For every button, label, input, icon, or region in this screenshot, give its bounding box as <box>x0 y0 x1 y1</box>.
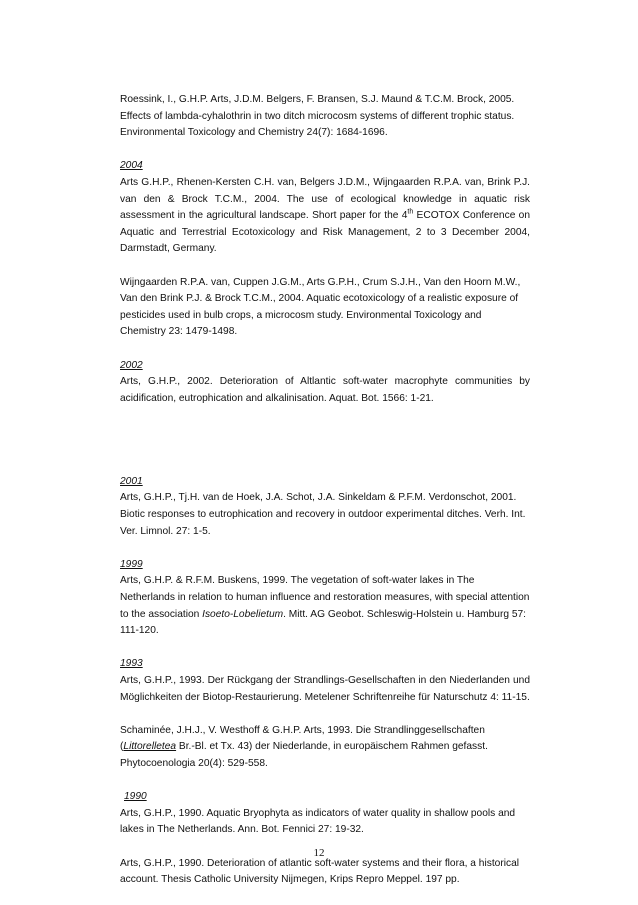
reference-arts-1990-thesis: Arts, G.H.P., 1990. Deterioration of atlantic soft-water systems and their flora, a historical account. Thesis Catholic University Nijmegen, Krips Repro Meppel. 197 pp. <box>120 857 519 886</box>
page-number: 12 <box>313 847 325 859</box>
year-heading-2002: 2002 <box>120 359 143 371</box>
reference-arts-2004: Arts G.H.P., Rhenen-Kersten C.H. van, Belgers J.D.M., Wijngaarden R.P.A. van, Brink P.J. van den & Brock T.C.M., 2004. The use of ecological knowledge in aquatic risk assessment in the agricultural landscape. Short paper for the 4th ECOTOX Conference on Aquatic and Terrestrial Ecotoxicology and Risk Management, 2 to 3 December 2004, Darmstadt, Germany. <box>120 176 530 255</box>
reference-arts-2001: Arts, G.H.P., Tj.H. van de Hoek, J.A. Schot, J.A. Sinkeldam & P.F.M. Verdonschot, 2001. Biotic responses to eutrophication and recovery in outdoor experimental ditches. Verh. Int. Ver. Limnol. 27: 1-5. <box>120 492 526 537</box>
year-heading-1999: 1999 <box>120 558 143 570</box>
reference-roessink-2005: Roessink, I., G.H.P. Arts, J.D.M. Belgers, F. Bransen, S.J. Maund & T.C.M. Brock, 2005. Effects of lambda-cyhalothrin in two ditch microcosm systems of different trophic status. Environmental Toxicology and Chemistry 24(7): 1684-1696. <box>120 94 515 139</box>
year-heading-2001: 2001 <box>120 475 143 487</box>
blank-gap <box>120 424 530 474</box>
reference-arts-1993: Arts, G.H.P., 1993. Der Rückgang der Strandlings-Gesellschaften in den Niederlanden und Möglichkeiten der Biotop-Restaurierung. Metelener Schriftenreihe für Naturschutz 4: 11-15. <box>120 675 530 703</box>
reference-arts-1990-bryophyta: Arts, G.H.P., 1990. Aquatic Bryophyta as indicators of water quality in shallow pools and lakes in The Netherlands. Ann. Bot. Fennici 27: 19-32. <box>120 807 516 836</box>
reference-arts-2002: Arts, G.H.P., 2002. Deterioration of Altlantic soft-water macrophyte communities by acidification, eutrophication and alkalinisation. Aquat. Bot. 1566: 1-21. <box>120 376 530 404</box>
references-list <box>120 92 530 905</box>
year-heading-1993: 1993 <box>120 658 143 670</box>
year-heading-2004: 2004 <box>120 160 143 172</box>
reference-wijngaarden-2004: Wijngaarden R.P.A. van, Cuppen J.G.M., Arts G.P.H., Crum S.J.H., Van den Hoorn M.W., Van den Brink P.J. & Brock T.C.M., 2004. Aquatic ecotoxicology of a realistic exposure of pesticides used in bulb crops, a microcosm study. Environmental Toxicology and Chemistry 23: 1479-1498. <box>120 276 521 338</box>
reference-schaminee-1993: Schaminée, J.H.J., V. Westhoff & G.H.P. Arts, 1993. Die Strandlinggesellschaften (Littorelletea Br.-Bl. et Tx. 43) der Niederlande, in europäischem Rahmen gefasst. Phytocoenologia 20(4): 529-558. <box>120 724 488 769</box>
reference-arts-buskens-1999: Arts, G.H.P. & R.F.M. Buskens, 1999. The vegetation of soft-water lakes in The Netherlands in relation to human influence and restoration measures, with special attention to the association Isoeto-Lobelietum. Mitt. AG Geobot. Schleswig-Holstein u. Hamburg 57: 111-120. <box>120 575 530 637</box>
year-heading-1990: 1990 <box>124 791 147 803</box>
